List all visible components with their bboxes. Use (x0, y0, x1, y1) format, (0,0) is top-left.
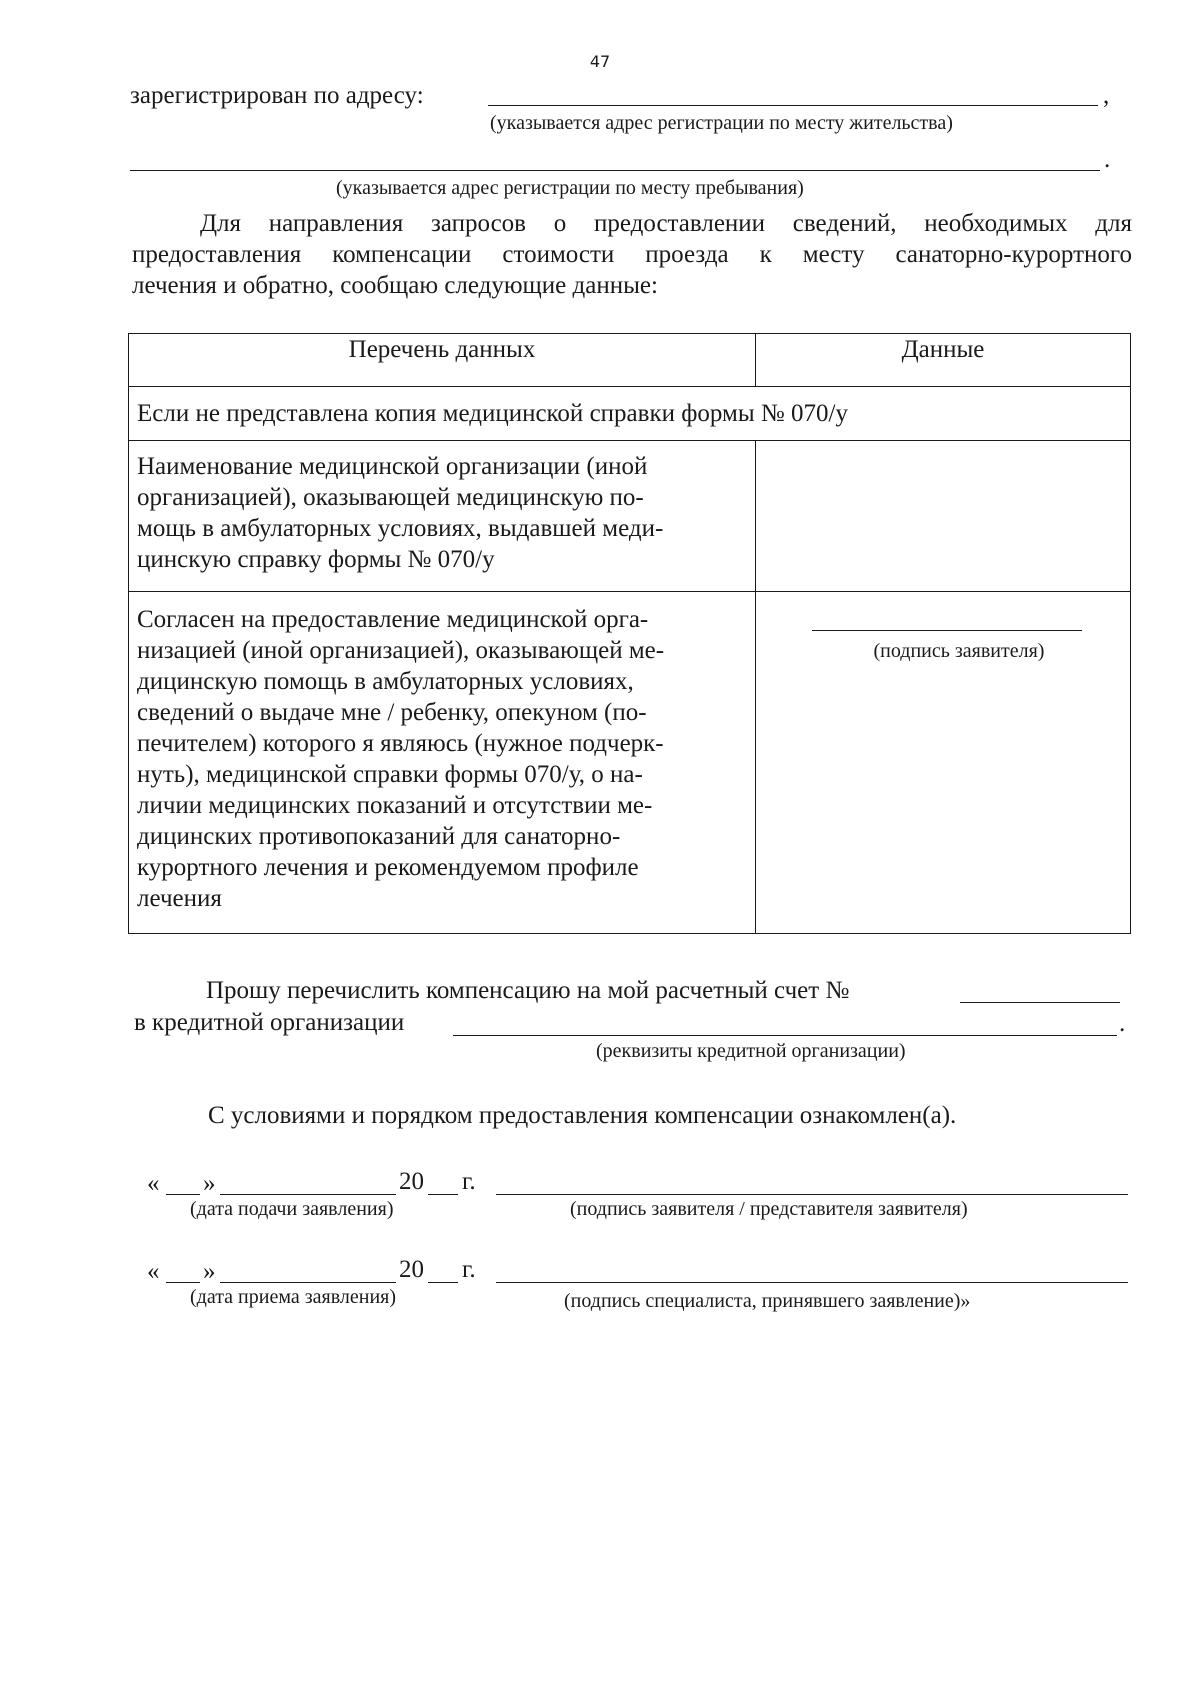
row1-line: организацией), оказывающей медицинскую по- (137, 484, 644, 511)
date2-close-quote: » (203, 1258, 216, 1285)
row2-label (129, 592, 756, 934)
date2-year-abbr: г. (462, 1256, 476, 1283)
header-data: Данные (756, 334, 1131, 387)
date2-open-quote: « (147, 1258, 160, 1285)
row2-line: нуть), медицинской справки формы 070/у, о на- (137, 761, 643, 788)
date2-year-line[interactable] (428, 1282, 458, 1283)
intro-line-2: предоставления компенсации стоимости проезда к месту санаторно-курортного (132, 241, 1132, 268)
address-period: . (1104, 146, 1111, 173)
date1-open-quote: « (147, 1170, 160, 1197)
row2-line: личии медицинских показаний и отсутствии ме- (137, 792, 653, 819)
row2-line: Согласен на предоставление медицинской орга- (137, 606, 649, 633)
date1-year-abbr: г. (462, 1168, 476, 1195)
intro-line-1: Для направления запросов о предоставлении сведений, необходимых для (200, 210, 1132, 237)
consent-signature-line[interactable] (812, 630, 1082, 631)
table-row-consent (129, 592, 1131, 934)
row2-line: дицинских противопоказаний для санаторно- (137, 823, 621, 850)
date1-close-quote: » (203, 1170, 216, 1197)
row1-line: цинскую справку формы № 070/у (137, 546, 495, 573)
row1-label (129, 441, 756, 592)
date2-signature-caption: (подпись специалиста, принявшего заявление)» (564, 1290, 971, 1312)
medical-organization-field[interactable] (756, 441, 1131, 592)
row2-line: лечения (137, 885, 222, 912)
row2-line: дицинскую помощь в амбулаторных условиях, (137, 668, 634, 695)
section-row-text: Если не представлена копия медицинской справки формы № 070/у (129, 387, 1131, 441)
page-number: 47 (589, 52, 611, 71)
bank-caption: (реквизиты кредитной организации) (596, 1040, 906, 1062)
bank-period: . (1119, 1010, 1126, 1037)
address-comma: , (1103, 82, 1110, 109)
intro-line-3: лечения и обратно, сообщаю следующие данные: (132, 272, 658, 299)
date2-signature-line[interactable] (496, 1282, 1128, 1283)
intro-paragraph (132, 208, 1132, 301)
consent-signature-caption: (подпись заявителя) (873, 640, 1045, 662)
date1-year-prefix: 20 (399, 1168, 424, 1195)
residence-address-caption: (указывается адрес регистрации по месту жительства) (490, 112, 953, 134)
row2-line: печителем) которого я являюсь (нужное подчерк- (137, 730, 664, 757)
data-table (128, 333, 1131, 934)
account-text: Прошу перечислить компенсацию на мой расчетный счет № (206, 977, 850, 1004)
row1-line: мощь в амбулаторных условиях, выдавшей меди- (137, 515, 664, 542)
header-list-of-data: Перечень данных (129, 334, 756, 387)
address-label: зарегистрирован по адресу: (130, 82, 424, 109)
account-number-line[interactable] (960, 1002, 1120, 1003)
date1-signature-line[interactable] (496, 1194, 1128, 1195)
row2-line: сведений о выдаче мне / ребенку, опекуном (по- (137, 699, 647, 726)
table-header-row (129, 334, 1131, 387)
consent-signature-cell (756, 592, 1131, 934)
bank-text: в кредитной организации (134, 1009, 405, 1036)
date1-signature-caption: (подпись заявителя / представителя заявителя) (570, 1198, 968, 1220)
date2-day-line[interactable] (166, 1282, 200, 1283)
row2-line: низацией (иной организацией), оказывающей ме- (137, 637, 665, 664)
date2-caption: (дата приема заявления) (190, 1286, 397, 1308)
row1-line: Наименование медицинской организации (иной (137, 453, 648, 480)
acknowledgement-text: С условиями и порядком предоставления компенсации ознакомлен(а). (208, 1102, 957, 1129)
row2-line: курортного лечения и рекомендуемом профиле (137, 854, 639, 881)
date2-year-prefix: 20 (399, 1256, 424, 1283)
stay-address-caption: (указывается адрес регистрации по месту пребывания) (336, 177, 804, 199)
date1-year-line[interactable] (428, 1194, 458, 1195)
stay-address-line[interactable] (130, 170, 1100, 171)
date1-caption: (дата подачи заявления) (190, 1198, 394, 1220)
date2-month-line[interactable] (220, 1282, 396, 1283)
table-section-row (129, 387, 1131, 441)
bank-name-line[interactable] (453, 1035, 1117, 1036)
date1-day-line[interactable] (166, 1194, 200, 1195)
table-row-medical-organization (129, 441, 1131, 592)
residence-address-line[interactable] (488, 105, 1098, 106)
date1-month-line[interactable] (220, 1194, 396, 1195)
